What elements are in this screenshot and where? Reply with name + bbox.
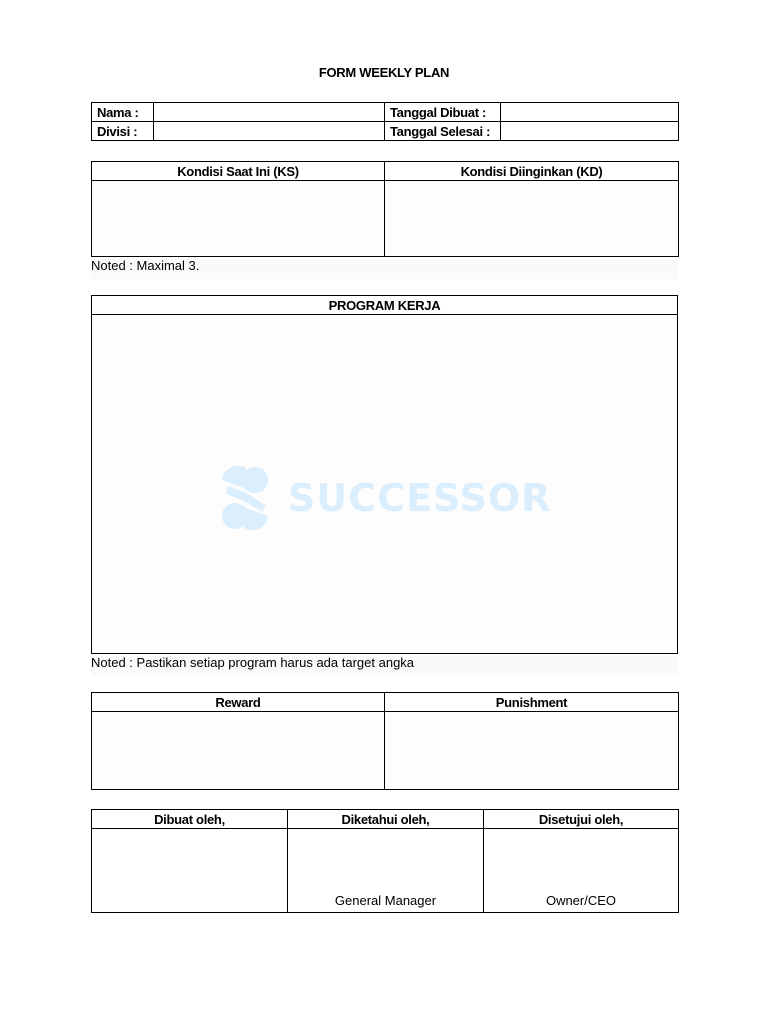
diketahui-header: Diketahui oleh, — [288, 810, 484, 829]
disetujui-header: Disetujui oleh, — [484, 810, 679, 829]
program-header: PROGRAM KERJA — [92, 296, 678, 315]
form-title: FORM WEEKLY PLAN — [318, 65, 450, 80]
info-row-1 — [92, 103, 679, 122]
program-table — [91, 295, 678, 654]
program-field[interactable] — [92, 315, 678, 654]
tanggal-dibuat-label: Tanggal Dibuat : — [385, 103, 501, 122]
disetujui-signature-field[interactable]: Owner/CEO — [484, 829, 679, 913]
info-table — [91, 102, 679, 141]
diketahui-signature-field[interactable]: General Manager — [288, 829, 484, 913]
tanggal-selesai-label: Tanggal Selesai : — [385, 122, 501, 141]
punishment-header: Punishment — [385, 693, 679, 712]
reward-field[interactable] — [92, 712, 385, 790]
reward-header-row — [92, 693, 679, 712]
signature-header-row — [92, 810, 679, 829]
ks-field[interactable] — [92, 181, 385, 257]
dibuat-header: Dibuat oleh, — [92, 810, 288, 829]
kd-header: Kondisi Diinginkan (KD) — [385, 162, 679, 181]
nama-field[interactable] — [154, 103, 385, 122]
kondisi-table — [91, 161, 679, 257]
kondisi-header-row — [92, 162, 679, 181]
info-row-2 — [92, 122, 679, 141]
program-note: Noted : Pastikan setiap program harus ada target angka — [91, 656, 678, 676]
reward-header: Reward — [92, 693, 385, 712]
nama-label: Nama : — [92, 103, 154, 122]
punishment-field[interactable] — [385, 712, 679, 790]
divisi-field[interactable] — [154, 122, 385, 141]
kondisi-note: Noted : Maximal 3. — [91, 259, 678, 279]
ks-header: Kondisi Saat Ini (KS) — [92, 162, 385, 181]
divisi-label: Divisi : — [92, 122, 154, 141]
signature-table — [91, 809, 679, 913]
program-header-row — [92, 296, 678, 315]
reward-body-row — [92, 712, 679, 790]
program-body-row — [92, 315, 678, 654]
tanggal-dibuat-field[interactable] — [501, 103, 679, 122]
kondisi-body-row — [92, 181, 679, 257]
tanggal-selesai-field[interactable] — [501, 122, 679, 141]
signature-body-row — [92, 829, 679, 913]
reward-table — [91, 692, 679, 790]
kd-field[interactable] — [385, 181, 679, 257]
watermark-text: SUCCESSOR — [288, 476, 552, 520]
dibuat-signature-field[interactable] — [92, 829, 288, 913]
